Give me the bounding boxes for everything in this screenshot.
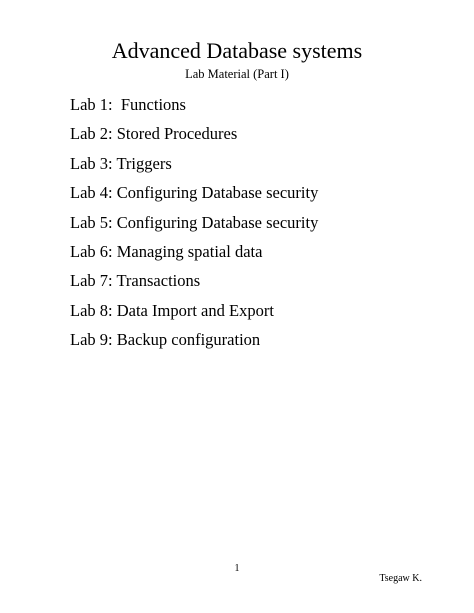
page-number: 1 xyxy=(234,563,240,574)
lab-item-8: Lab 8: Data Import and Export xyxy=(70,300,274,320)
lab-item-4: Lab 4: Configuring Database security xyxy=(70,183,319,203)
lab-list xyxy=(70,94,318,359)
document-subtitle: Lab Material (Part I) xyxy=(185,67,289,81)
lab-item-9: Lab 9: Backup configuration xyxy=(70,330,261,350)
lab-item-3: Lab 3: Triggers xyxy=(70,153,172,173)
author-name: Tsegaw K. xyxy=(379,573,422,584)
lab-item-5: Lab 5: Configuring Database security xyxy=(70,212,319,232)
lab-item-7: Lab 7: Transactions xyxy=(70,271,201,291)
document-title: Advanced Database systems xyxy=(111,38,363,63)
lab-item-1: Lab 1: Functions xyxy=(70,95,186,114)
lab-item-2: Lab 2: Stored Procedures xyxy=(70,124,238,144)
lab-item-6: Lab 6: Managing spatial data xyxy=(70,241,263,261)
